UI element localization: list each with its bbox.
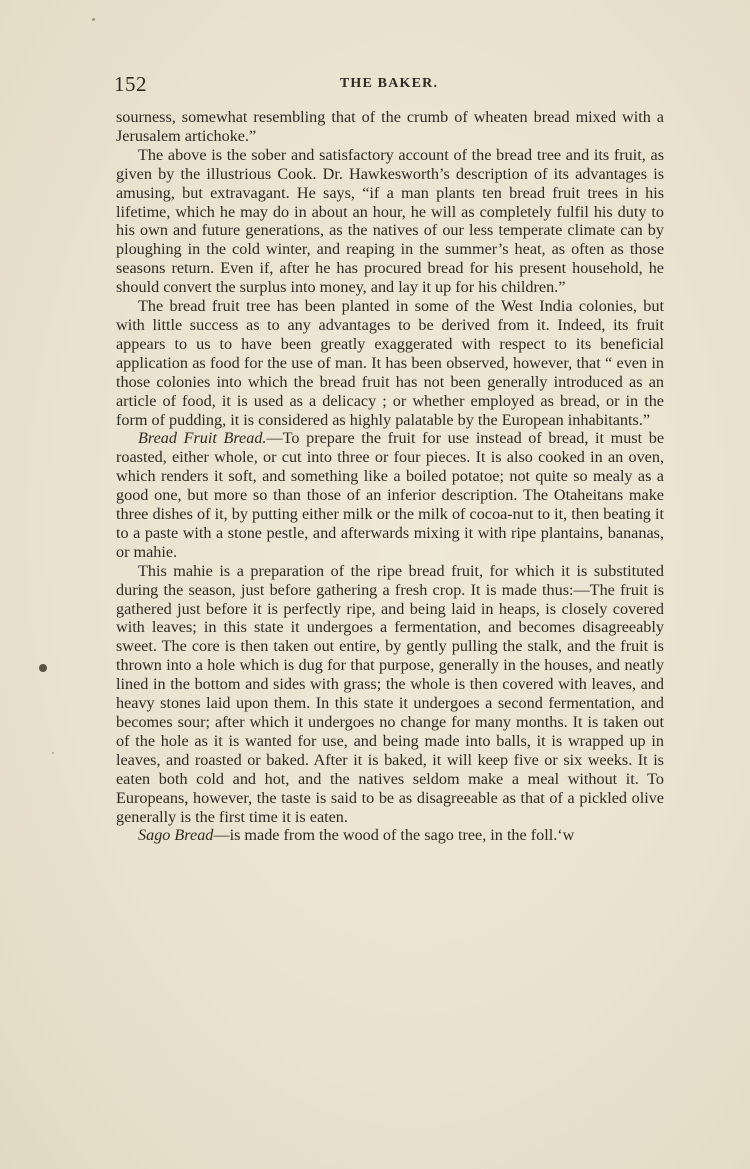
paper-speck <box>52 752 54 754</box>
ink-spot <box>39 664 47 672</box>
body-text <box>116 108 664 845</box>
paragraph: Bread Fruit Bread.—To prepare the fruit for use instead of bread, it must be roasted, either whole, or cut into three or four pieces. It is also cooked in an oven, which renders it soft, and something like a boiled potatoe; not quite so mealy as a good one, but more so than those of an inferior description. The Otaheitans make three dishes of it, by putting either milk or the milk of cocoa-nut to it, then beating it to a paste with a stone pestle, and afterwards mixing it with ripe plantains, bananas, or mahie. <box>116 429 664 561</box>
page-header <box>114 72 664 102</box>
running-head: THE BAKER. <box>339 76 439 91</box>
section-lead: Sago Bread <box>138 826 214 845</box>
paragraph: The bread fruit tree has been planted in some of the West India colonies, but with little success as to any advantages to be derived from it. Indeed, its fruit appears to us to have been greatly exaggerated with respect to its beneficial application as food for the use of man. It has been observed, however, that “ even in those colonies into which the bread fruit has not been generally introduced as an article of food, it is used as a delicacy ; or whether employed as bread, or in the form of pudding, it is considered as highly palatable by the European inhabitants.” <box>116 297 664 429</box>
section-lead: Bread Fruit Bread. <box>138 429 267 448</box>
paragraph: sourness, somewhat resembling that of the crumb of wheaten bread mixed with a Jerusalem artichoke.” <box>116 108 664 145</box>
paper-speck <box>92 18 95 21</box>
paragraph: The above is the sober and satisfactory account of the bread tree and its fruit, as given by the illustrious Cook. Dr. Hawkesworth’s description of its advantages is amusing, but extravagant. He says, “if a man plants ten bread fruit trees in his lifetime, which he may do in about an hour, he will as completely fulfil his duty to his own and future generations, as the natives of our less temperate climate can by ploughing in the cold winter, and reaping in the summer’s heat, as often as those seasons return. Even if, after he has procured bread for his present household, he should convert the surplus into money, and lay it up for his children.” <box>116 145 664 297</box>
paragraph: This mahie is a preparation of the ripe bread fruit, for which it is substituted during the season, just before gathering a fresh crop. It is made thus:—The fruit is gathered just before it is perfectly ripe, and being laid in heaps, is closely covered with leaves; in this state it undergoes a fermentation, and becomes disagreeably sweet. The core is then taken out entire, by gently pulling the stalk, and the fruit is thrown into a hole which is dug for that purpose, generally in the houses, and neatly lined in the bottom and sides with grass; the whole is then covered with leaves, and heavy stones laid upon them. In this state it undergoes a second fermentation, and becomes sour; after which it undergoes no change for many months. It is taken out of the hole as it is wanted for use, and being made into balls, it is wrapped up in leaves, and roasted or baked. After it is baked, it will keep five or six weeks. It is eaten both cold and hot, and the natives seldom make a meal without it. To Europeans, however, the taste is said to be as disagreeable as that of a pickled olive generally is the first time it is eaten. <box>116 561 664 826</box>
paragraph: Sago Bread—is made from the wood of the sago tree, in the foll.ʻw <box>138 826 575 845</box>
page-number: 152 <box>114 72 147 96</box>
